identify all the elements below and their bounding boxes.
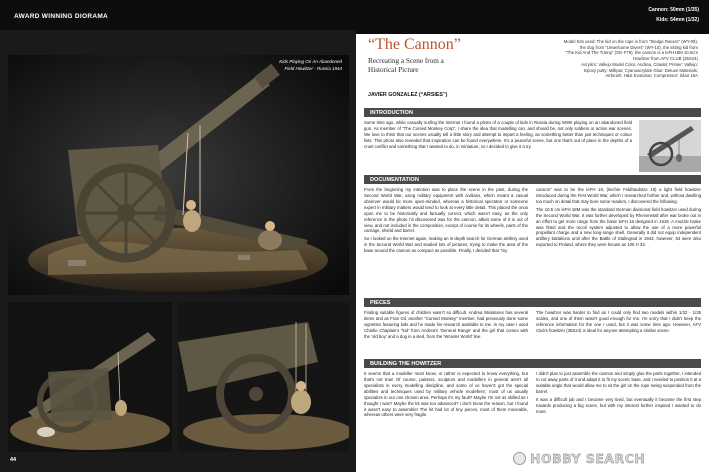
materials-credits (476, 39, 698, 79)
paragraph: The 10.5 cm leFH 18M was the standard German divisional field howitzer used during the Second World War. It was further developed by Rheinmetall after war broke out in an effort to get more range from the basic leFH 18 designed in 1918. A muzzle brake was fitted and the recoil system adjusted to allow the use of a more powerful propellant charge and a new long-range shell. Generally it did not equip independent artillery battalions until after the Battle of Stalingrad in 1943, however, 53 were also exported to Finland, where they were known as 105 H 33. (536, 206, 701, 248)
photo-caption (279, 59, 342, 73)
watermark-logo-icon (513, 452, 526, 465)
scale-info-kids: Kids: 54mm (1/32) (656, 17, 699, 23)
paragraph: cannon” was to be the leFH 18, (leichte Feldhaubitze 18) a light field howitzer introduced during the First World War, which I researched further and, without dwelling too much on detail that may bore some readers, I discovered the following. (536, 187, 701, 204)
building-column-2 (536, 371, 701, 438)
caption-line-1: Kids Playing On An Abandoned (279, 59, 342, 64)
article-title: “The Cannon” (368, 36, 461, 53)
credits-line: “The Kid And The Tramp” (SG-F79), the cannon is a leFH18M 10.5cm (565, 50, 698, 56)
heading-pieces: PIECES (364, 298, 701, 307)
documentation-column-1 (364, 187, 528, 295)
watermark-text: HOBBY SEARCH (530, 450, 646, 466)
page-number: 44 (10, 457, 17, 463)
section-label: AWARD WINNING DIORAMA (14, 13, 109, 20)
watermark (513, 450, 699, 466)
credits-line: Airbrush: H&S Evolution; Compressor: Silair 15A (605, 73, 698, 79)
documentation-column-2 (536, 187, 701, 295)
credits-line: Howitzer from AFV CLUB (35S24) (633, 56, 698, 62)
paragraph: So I looked on the Internet again, making an in-depth search for German artillery used in the Second World War and studied lots of pictures, trying to make the area of the base around the cannon as compact as possible. Finally, I decided that “my (364, 236, 528, 254)
heading-documentation: DOCUMENTATION (364, 175, 701, 184)
credits-line: the dog from “Unwelcome Divers” (WY-10), the sitting kid from (579, 44, 698, 50)
right-page (356, 0, 709, 472)
credits-line: Acrylics: Vallejo Model Color, Andrea, Citadel; Primer: Vallejo; (581, 61, 698, 67)
detail-photo-right (178, 302, 349, 452)
paragraph: I didn't plan to just assemble the cannon and simply glue the parts together, I intended to cut away parts of it and adapt it to fit my scenic base, and I needed to position it at a suitable angle that would allow me to sit the girl on the rope swing suspended from the barrel. (536, 371, 701, 394)
heading-building-the-howitzer: BUILDING THE HOWITZER (364, 359, 701, 368)
main-diorama-photo (8, 55, 349, 295)
scale-info-cannon: Cannon: 50mm (1/35) (648, 7, 699, 13)
credits-line: Model Kits used: The kid on the rope is from “Sledge Racers” (WY-09), (563, 39, 698, 44)
credits-line: Epoxy putty: Milliput; Cyanoacrylate Glue: Deluxe Materials; (584, 67, 698, 73)
building-column-1: It seems that a modeller must know, or rather is expected to know everything, but that's not true! Of course, painters, sculptors and modellers in general aren't all specialists in every modelling discipline, and some of us haven't got the special abilities and techniques used by military vehicle modellers', most of us usually specialize in our one chosen area. Perhaps it's my fault? Maybe I'm not as skilled as I thought I was? Maybe the kit was too advanced? I don't know the reason, but I found it wasn't easy to assemble! The kit had lot of tiny pieces, most of them moveable, whereas others were very fragile. (364, 371, 528, 418)
caption-line-2: Field Howitzer - Russia 1944 (284, 65, 342, 71)
article-subtitle: Recreating a Scene from a Historical Picture (368, 57, 444, 74)
article-author: JAVIER GONZALEZ (“ARSIES”) (368, 92, 448, 98)
introduction-text: Some time ago, while casually surfing the Internet I found a photo of a couple of kids in Russia during WWII playing on an abandoned field gun. As member of “The Cursed Monkey Corp”, I share the idea that modelling can, and should be, not only soldiers or action war scenes. We love to think that our scenes usually tell a little story and attempt to impart a feeling, as something better than just techniques or colour lists. This photo also revealed that inspiration can be found everywhere. It's a peaceful scene, but one that's out of place in the depths of a cruel conflict and something that I wanted to do, in miniature, so I decided to give it a try. (364, 120, 632, 149)
paragraph: It was a difficult job and I became very tired, but eventually it became the first step towards producing a big scene, but with my interest further inspired I wanted to do more. (536, 396, 701, 414)
heading-introduction: INTRODUCTION (364, 108, 701, 117)
pieces-column-2: The howitzer was harder to find as I could only find two models within 1/32 - 1/35 scales, and one of them wasn't good enough for me. I'm sorry that I didn't keep the reference information for the one I used, but it was some time ago. However, AFV Club's howitzer (35S24) is ideal for anyone attempting a similar scene. (536, 310, 701, 333)
pieces-column-1: Finding suitable figures of children wasn't so difficult. Andrea Miniatures has several items and as Fran Gil, another “Cursed Monkey” member, had previously done some vignettes featuring kids and he made his research available to me. In my case I used Charlie Chaplain's “kid” from Andrea's 'General Range' and the girl that comes with the 'old boy' and a dog in a sled, from the 'Wonder World' line. (364, 310, 528, 339)
paragraph: From the beginning my intention was to place the scene in the past, during the Second World War, using military equipment with civilians, which meant a casual observer would be more open-minded, whereas a historical spectator or someone expert in military matters would tend to look at every little detail. This placed the onus upon me to be historically and factually correct, which wasn't easy, as the only reference in the photo I'd discovered was for the cannon, albeit some of it is out of view, and not included in the composition, except of course for its wheels, parts of the carriage, shield and barrel. (364, 187, 528, 234)
reference-photo (639, 120, 701, 172)
detail-photo-left (8, 302, 172, 452)
